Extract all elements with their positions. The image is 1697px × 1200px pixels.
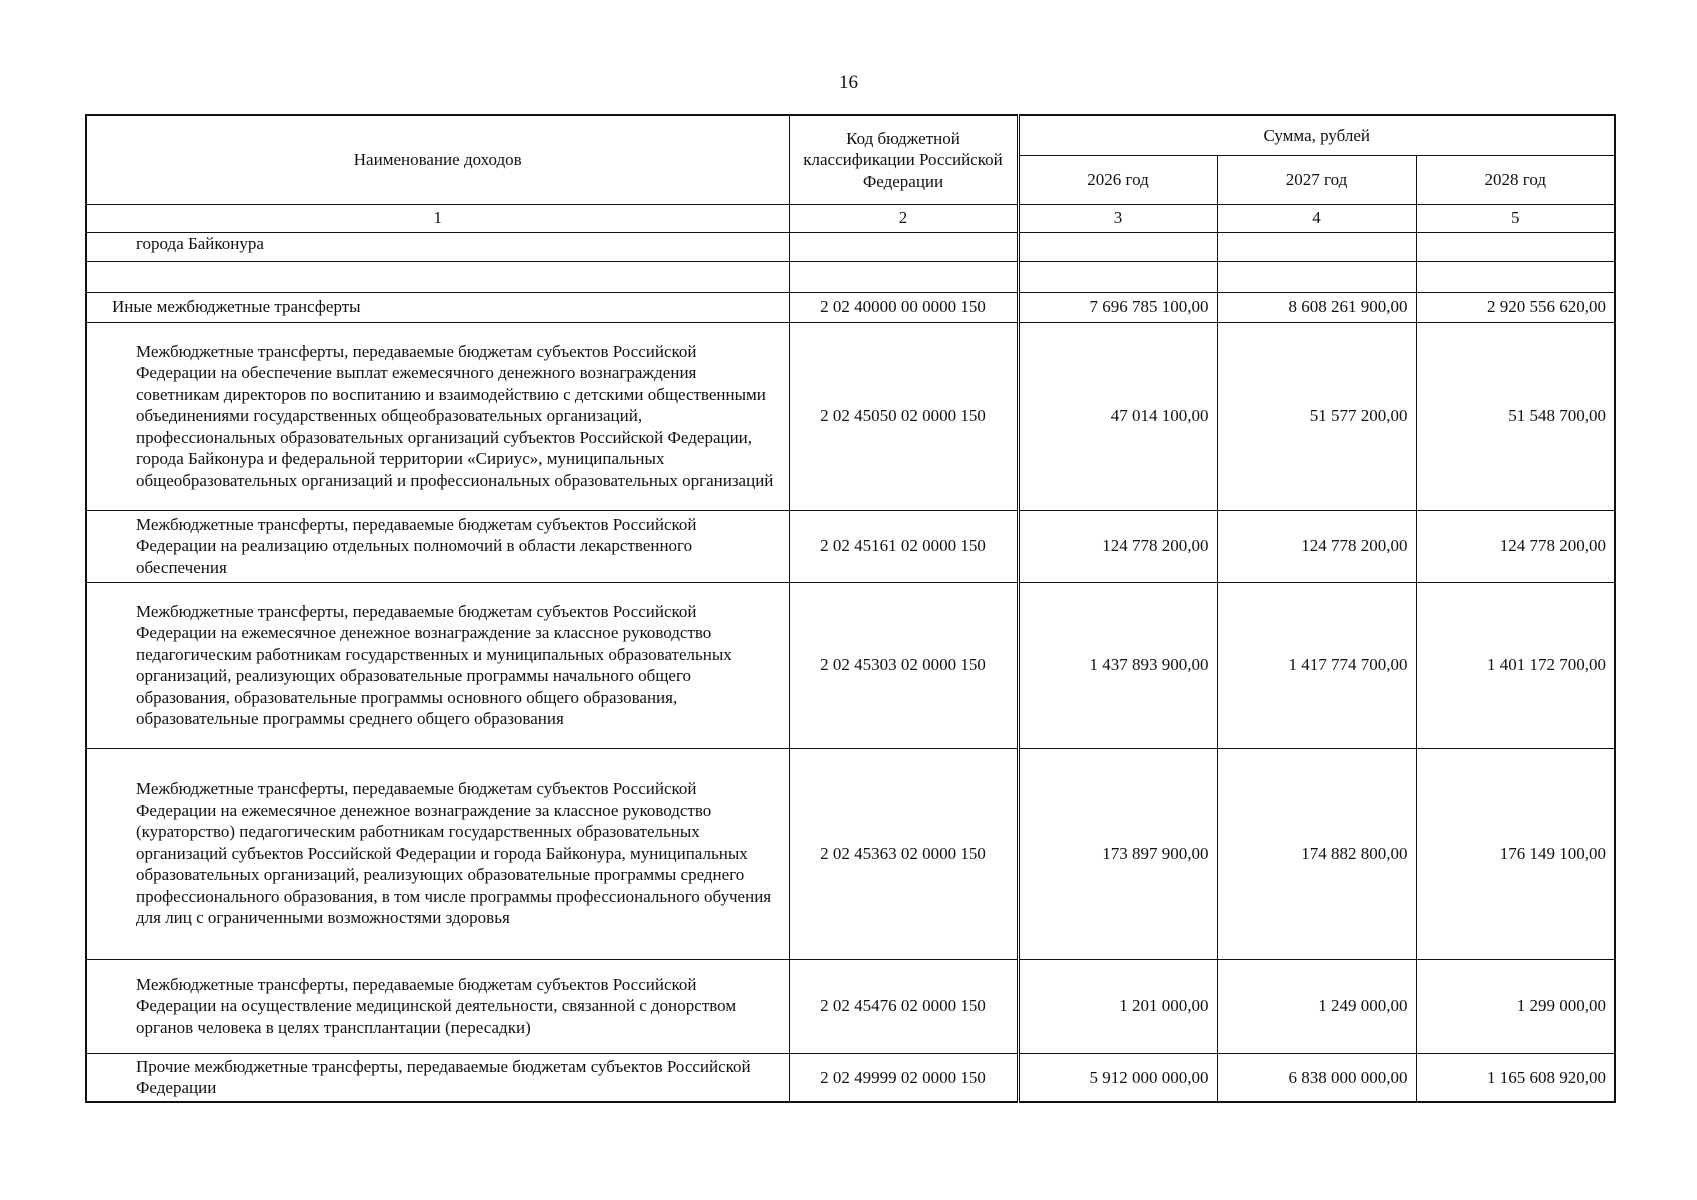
row-amount-2028: 1 401 172 700,00 <box>1416 582 1615 748</box>
row-code: 2 02 45363 02 0000 150 <box>789 748 1018 959</box>
header-year-2028: 2028 год <box>1416 155 1615 204</box>
table-row <box>86 959 1615 1053</box>
row-code: 2 02 45476 02 0000 150 <box>789 959 1018 1053</box>
header-name: Наименование доходов <box>86 115 789 204</box>
row-code: 2 02 40000 00 0000 150 <box>789 292 1018 322</box>
row-code: 2 02 45303 02 0000 150 <box>789 582 1018 748</box>
table-row <box>86 232 1615 261</box>
row-amount-2026: 1 437 893 900,00 <box>1018 582 1217 748</box>
column-number: 3 <box>1018 204 1217 232</box>
column-number: 5 <box>1416 204 1615 232</box>
row-amount-2028: 51 548 700,00 <box>1416 322 1615 510</box>
row-amount-2026: 124 778 200,00 <box>1018 510 1217 582</box>
row-amount-2026: 7 696 785 100,00 <box>1018 292 1217 322</box>
row-amount-2028: 2 920 556 620,00 <box>1416 292 1615 322</box>
row-name: Иные межбюджетные трансферты <box>86 292 789 322</box>
row-name: Межбюджетные трансферты, передаваемые бюджетам субъектов Российской Федерации на обеспечение выплат ежемесячного денежного вознаграждения советникам директоров по воспитанию и взаимодействию с детскими общественными объединениями государственных общеобразовательных организаций, профессиональных образовательных организаций субъектов Российской Федерации, города Байконура и федеральной территории «Сириус», муниципальных общеобразовательных организаций и профессиональных образовательных организаций <box>86 322 789 510</box>
row-name: города Байконура <box>86 232 789 261</box>
row-code: 2 02 45050 02 0000 150 <box>789 322 1018 510</box>
row-amount-2028: 124 778 200,00 <box>1416 510 1615 582</box>
row-amount-2027: 51 577 200,00 <box>1217 322 1416 510</box>
row-amount-2028 <box>1416 232 1615 261</box>
row-name: Межбюджетные трансферты, передаваемые бюджетам субъектов Российской Федерации на реализацию отдельных полномочий в области лекарственного обеспечения <box>86 510 789 582</box>
row-name: Прочие межбюджетные трансферты, передаваемые бюджетам субъектов Российской Федерации <box>86 1053 789 1102</box>
row-amount-2027: 124 778 200,00 <box>1217 510 1416 582</box>
row-code <box>789 232 1018 261</box>
table-row <box>86 582 1615 748</box>
header-code: Код бюджетной классификации Российской Федерации <box>789 115 1018 204</box>
row-amount-2026 <box>1018 232 1217 261</box>
row-amount-2026: 5 912 000 000,00 <box>1018 1053 1217 1102</box>
table-row <box>86 261 1615 292</box>
row-code <box>789 261 1018 292</box>
row-amount-2026: 173 897 900,00 <box>1018 748 1217 959</box>
row-name: Межбюджетные трансферты, передаваемые бюджетам субъектов Российской Федерации на осуществление медицинской деятельности, связанной с донорством органов человека в целях трансплантации (пересадки) <box>86 959 789 1053</box>
column-numbers-row <box>86 204 1615 232</box>
row-amount-2027: 8 608 261 900,00 <box>1217 292 1416 322</box>
table-row <box>86 322 1615 510</box>
column-number: 4 <box>1217 204 1416 232</box>
row-name: Межбюджетные трансферты, передаваемые бюджетам субъектов Российской Федерации на ежемесячное денежное вознаграждение за классное руководство педагогическим работникам государственных и муниципальных образовательных организаций, реализующих образовательные программы начального общего образования, образовательные программы основного общего образования, образовательные программы среднего общего образования <box>86 582 789 748</box>
row-amount-2026: 1 201 000,00 <box>1018 959 1217 1053</box>
table-row <box>86 748 1615 959</box>
row-amount-2028 <box>1416 261 1615 292</box>
column-number: 1 <box>86 204 789 232</box>
page-number: 16 <box>839 72 858 93</box>
table-row <box>86 292 1615 322</box>
table-row <box>86 510 1615 582</box>
revenue-table <box>85 114 1616 1103</box>
row-amount-2027: 1 249 000,00 <box>1217 959 1416 1053</box>
row-amount-2027 <box>1217 261 1416 292</box>
row-code: 2 02 49999 02 0000 150 <box>789 1053 1018 1102</box>
row-name: Межбюджетные трансферты, передаваемые бюджетам субъектов Российской Федерации на ежемесячное денежное вознаграждение за классное руководство (кураторство) педагогическим работникам государственных образовательных организаций субъектов Российской Федерации и города Байконура, муниципальных образовательных организаций, реализующих образовательные программы среднего профессионального образования, в том числе программы профессионального обучения для лиц с ограниченными возможностями здоровья <box>86 748 789 959</box>
table-row <box>86 1053 1615 1102</box>
row-amount-2026: 47 014 100,00 <box>1018 322 1217 510</box>
row-amount-2027: 174 882 800,00 <box>1217 748 1416 959</box>
row-amount-2027: 1 417 774 700,00 <box>1217 582 1416 748</box>
row-code: 2 02 45161 02 0000 150 <box>789 510 1018 582</box>
row-amount-2028: 1 165 608 920,00 <box>1416 1053 1615 1102</box>
row-amount-2028: 1 299 000,00 <box>1416 959 1615 1053</box>
column-number: 2 <box>789 204 1018 232</box>
header-year-2027: 2027 год <box>1217 155 1416 204</box>
header-sum: Сумма, рублей <box>1018 115 1615 155</box>
row-name <box>86 261 789 292</box>
row-amount-2027: 6 838 000 000,00 <box>1217 1053 1416 1102</box>
header-year-2026: 2026 год <box>1018 155 1217 204</box>
row-amount-2026 <box>1018 261 1217 292</box>
row-amount-2028: 176 149 100,00 <box>1416 748 1615 959</box>
row-amount-2027 <box>1217 232 1416 261</box>
